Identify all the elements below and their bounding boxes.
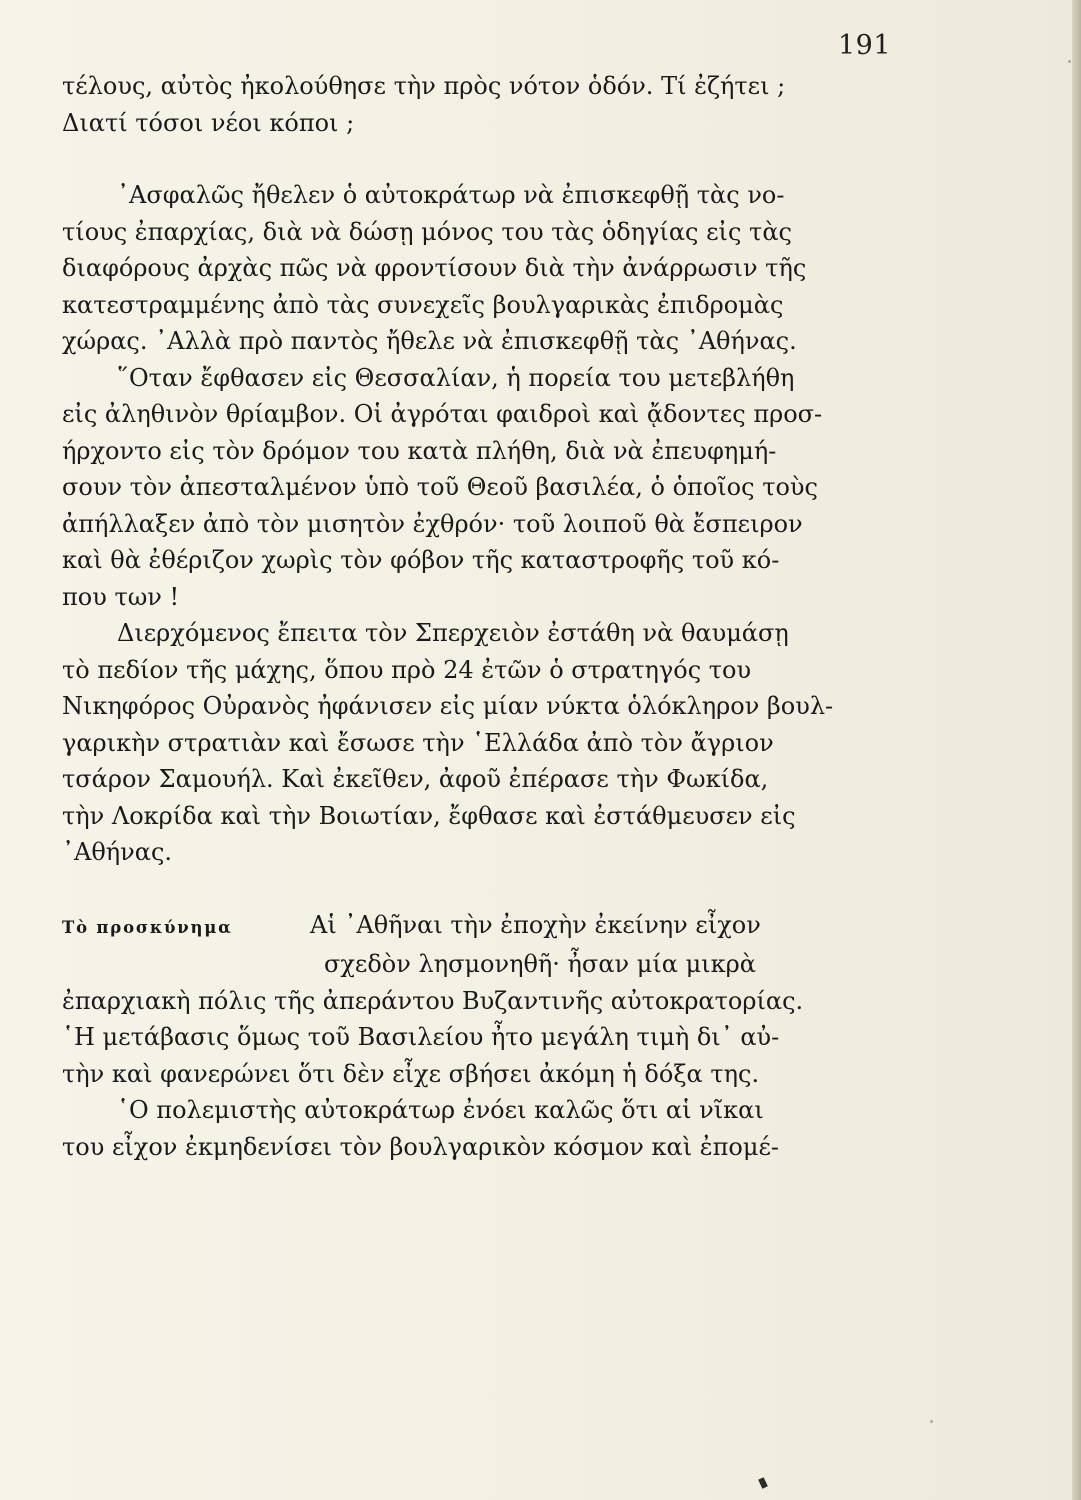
text-line: ᾿Ασφαλῶς ἤθελεν ὁ αὐτοκράτωρ νὰ ἐπισκεφθῇ τὰς νο- <box>117 181 785 209</box>
text-line: τσάρον Σαμουήλ. Καὶ ἐκεῖθεν, ἀφοῦ ἐπέρασε τὴν Φωκίδα, <box>62 765 769 793</box>
text-line: Διατί τόσοι νέοι κόποι ; <box>62 108 355 137</box>
text-line: διαφόρους ἀρχὰς πῶς νὰ φροντίσουν διὰ τὴν ἀνάρρωσιν τῆς <box>62 254 807 282</box>
section-first-line <box>62 907 892 947</box>
text-line: γαρικὴν στρατιὰν καὶ ἔσωσε τὴν ῾Ελλάδα ἀπὸ τὸν ἄγριον <box>62 728 774 757</box>
section-second-line: σχεδὸν λησμονηθῆ· ἦσαν μία μικρὰ <box>324 950 756 978</box>
text-line: χώρας. ᾿Αλλὰ πρὸ παντὸς ἤθελε νὰ ἐπισκεφθῇ τὰς ᾿Αθήνας. <box>62 327 797 355</box>
text-line: κατεστραμμένης ἀπὸ τὰς συνεχεῖς βουλγαρικὰς ἐπιδρομὰς <box>62 290 784 319</box>
section-heading: Τὸ προσκύνημα <box>62 917 233 937</box>
text-line: ῾Η μετάβασις ὅμως τοῦ Βασιλείου ἦτο μεγάλη τιμὴ δι᾿ αὐ- <box>62 1023 780 1051</box>
text-line: τίους ἐπαρχίας, διὰ νὰ δώσῃ μόνος του τὰς ὁδηγίας εἰς τὰς <box>62 217 792 246</box>
text-line: Διερχόμενος ἔπειτα τὸν Σπερχειὸν ἐστάθη νὰ θαυμάσῃ <box>117 619 789 647</box>
page-edge-shadow <box>1072 0 1081 1500</box>
section-first-text: Αἱ ᾿Αθῆναι τὴν ἐποχὴν ἐκείνην εἶχον <box>310 910 761 939</box>
text-line: που των ! <box>62 582 180 611</box>
text-line: ῾Ο πολεμιστὴς αὐτοκράτωρ ἐνόει καλῶς ὅτι αἱ νῖκαι <box>117 1096 764 1124</box>
text-line: Νικηφόρος Οὐρανὸς ἠφάνισεν εἰς μίαν νύκτα ὁλόκληρον βουλ- <box>62 692 834 720</box>
ink-mark <box>758 1477 768 1489</box>
paper-speck <box>1068 60 1071 63</box>
paragraph-gap <box>62 141 892 177</box>
text-line: τὴν Λοκρίδα καὶ τὴν Βοιωτίαν, ἔφθασε καὶ ἐστάθμευσεν εἰς <box>62 801 796 830</box>
paper-speck <box>930 1420 933 1423</box>
text-line: τέλους, αὐτὸς ἠκολούθησε τὴν πρὸς νότον ὁδόν. Τί ἐζήτει ; <box>62 72 786 100</box>
paragraph-gap <box>62 871 892 907</box>
page-number: 191 <box>838 30 892 61</box>
text-line: εἰς ἀληθινὸν θρίαμβον. Οἱ ἀγρόται φαιδροὶ καὶ ᾄδοντες προσ- <box>62 400 823 428</box>
paragraph-1 <box>62 68 892 141</box>
text-line: ᾿Αθήνας. <box>62 838 173 866</box>
text-line: τὸ πεδίον τῆς μάχης, ὅπου πρὸ 24 ἐτῶν ὁ στρατηγός του <box>62 655 752 684</box>
paragraph-3 <box>62 360 892 616</box>
final-paragraph <box>62 1092 892 1165</box>
paragraph-2 <box>62 177 892 360</box>
page-body-text <box>62 68 892 1165</box>
text-line: ήρχοντο εἰς τὸν δρόμον του κατὰ πλήθη, διὰ νὰ ἐπευφημή- <box>62 436 777 465</box>
section-block <box>62 907 892 1093</box>
text-line: ῞Οταν ἔφθασεν εἰς Θεσσαλίαν, ἡ πορεία του μετεβλήθη <box>117 363 795 392</box>
text-line: σουν τὸν ἀπεσταλμένον ὑπὸ τοῦ Θεοῦ βασιλέα, ὁ ὁποῖος τοὺς <box>62 473 818 501</box>
text-line: του εἶχον ἐκμηδενίσει τὸν βουλγαρικὸν κόσμον καὶ ἐπομέ- <box>62 1132 779 1161</box>
text-line: ἐπαρχιακὴ πόλις τῆς ἀπεράντου Βυζαντινῆς αὐτοκρατορίας. <box>62 986 804 1015</box>
text-line: ἀπήλλαξεν ἀπὸ τὸν μισητὸν ἐχθρόν· τοῦ λοιποῦ θὰ ἔσπειρον <box>62 509 803 538</box>
paragraph-4 <box>62 615 892 871</box>
text-line: τὴν καὶ φανερώνει ὅτι δὲν εἶχε σβήσει ἀκόμη ἡ δόξα της. <box>62 1059 760 1088</box>
text-line: καὶ θὰ ἐθέριζον χωρὶς τὸν φόβον τῆς καταστροφῆς τοῦ κό- <box>62 546 780 574</box>
